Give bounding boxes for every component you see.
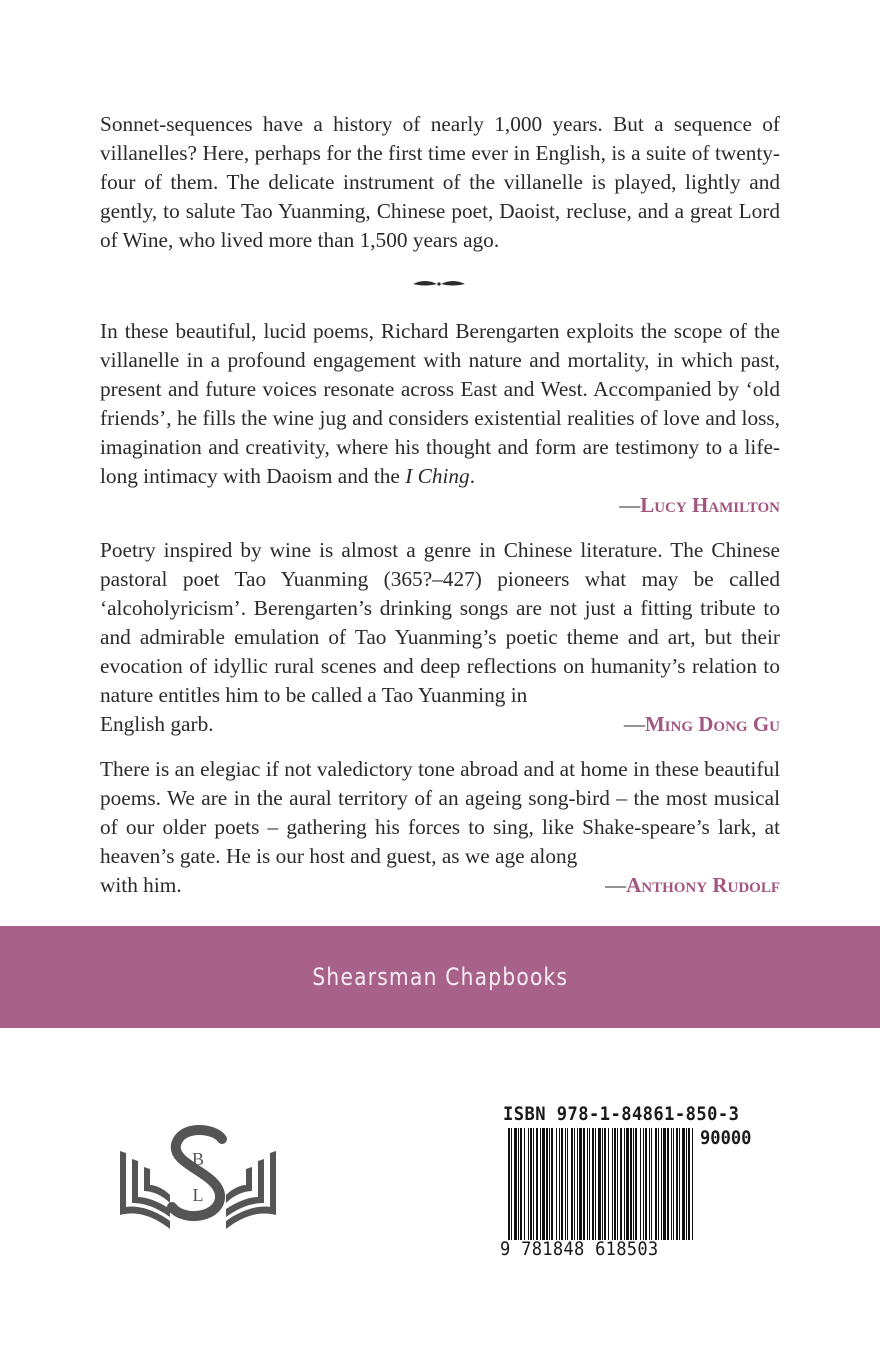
barcode-bar xyxy=(663,1128,666,1240)
barcode-bar xyxy=(520,1128,522,1240)
barcode-bar xyxy=(624,1128,625,1240)
barcode-bar xyxy=(528,1128,529,1240)
barcode-bar xyxy=(688,1128,690,1240)
blurb-text: There is an elegiac if not valedictory tone abroad and at home in these beautiful poems. We are in the aural territory of an ageing song-bird – the most musical of our older poets – gathering his forces to sing, like Shake-speare’s lark, at heaven’s gate. He is our host and guest, as we age along xyxy=(100,757,780,868)
barcode-bar xyxy=(682,1128,685,1240)
barcode-bar xyxy=(589,1128,590,1240)
barcode-bar xyxy=(587,1128,588,1240)
barcode-bar xyxy=(559,1128,560,1240)
attribution-hamilton: —Lucy Hamilton xyxy=(619,493,780,517)
barcode-bar xyxy=(651,1128,652,1240)
barcode-bar xyxy=(649,1128,650,1240)
barcode-bar xyxy=(518,1128,519,1240)
barcode-bar xyxy=(549,1128,550,1240)
barcode-bar xyxy=(592,1128,594,1240)
blurb-hamilton xyxy=(100,317,780,520)
barcode-bar xyxy=(533,1128,534,1240)
barcode-bar xyxy=(579,1128,582,1240)
publisher-band xyxy=(0,926,880,1028)
blurb-last-line: with him. xyxy=(100,873,182,897)
book-title-italic: I Ching xyxy=(405,464,470,488)
barcode-bar xyxy=(540,1128,541,1240)
barcode-bar xyxy=(692,1128,693,1240)
blurb-text: In these beautiful, lucid poems, Richard Berengarten exploits the scope of the villanelle in a profound engagement with nature and mortality, in which past, present and future voices resonate across East and West. Accompanied by ‘old friends’, he fills the wine jug and considers existential realities of love and loss, imagination and creativity, where his thought and form are testimony to a life-long intimacy with Daoism and the I Ching. xyxy=(100,319,780,488)
barcode-bar xyxy=(577,1128,578,1240)
logo-letter-l: L xyxy=(192,1185,204,1205)
barcode-bar xyxy=(524,1128,525,1240)
price-code: 90000 xyxy=(700,1127,752,1149)
logo-letter-b: B xyxy=(191,1149,205,1169)
barcode-bar xyxy=(551,1128,553,1240)
barcode-bar xyxy=(604,1128,606,1240)
barcode-bar xyxy=(561,1128,563,1240)
attribution-gu: —Ming Dong Gu xyxy=(623,712,780,736)
barcode-bar xyxy=(614,1128,616,1240)
barcode-bar xyxy=(617,1128,618,1240)
barcode-bar xyxy=(511,1128,512,1240)
isbn-label: ISBN 978-1-84861-850-3 xyxy=(503,1103,740,1125)
barcode-bar xyxy=(574,1128,575,1240)
barcode-bar xyxy=(673,1128,674,1240)
barcode-bar xyxy=(567,1128,568,1240)
barcode-bar xyxy=(556,1128,557,1240)
barcode-bar xyxy=(643,1128,644,1240)
barcode-bar xyxy=(602,1128,603,1240)
barcode-bar xyxy=(612,1128,613,1240)
barcode-bars-icon xyxy=(508,1128,693,1240)
intro-paragraph xyxy=(100,110,780,255)
barcode-bar xyxy=(655,1128,657,1240)
barcode-bar xyxy=(546,1128,548,1240)
barcode-bar xyxy=(583,1128,585,1240)
blurb-last-line: English garb. xyxy=(100,712,214,736)
barcode-bar xyxy=(630,1128,632,1240)
barcode-bar xyxy=(676,1128,678,1240)
barcode-bar xyxy=(595,1128,596,1240)
barcode-bar xyxy=(571,1128,573,1240)
blurb-text: Poetry inspired by wine is almost a genre in Chinese literature. The Chinese pastoral poet Tao Yuanming (365?–427) pioneers what may be called ‘alcoholyricism’. Berengarten’s drinking songs are not just a fitting tribute to and admirable emulation of Tao Yuanming’s poetic theme and art, but their evocation of idyllic rural scenes and deep reflections on humanity’s relation to nature entitles him to be called a Tao Yuanming in xyxy=(100,538,780,707)
barcode-bar xyxy=(565,1128,566,1240)
publisher-name: Shearsman Chapbooks xyxy=(312,963,568,991)
barcode-bar xyxy=(679,1128,680,1240)
barcode-digits: 9 781848 618503 xyxy=(500,1238,659,1260)
barcode-bar xyxy=(620,1128,622,1240)
barcode-bar xyxy=(530,1128,532,1240)
blurb-rudolf xyxy=(100,755,780,900)
barcode-bar xyxy=(667,1128,669,1240)
barcode-bar xyxy=(514,1128,517,1240)
isbn-barcode xyxy=(500,1103,758,1263)
barcode-bar xyxy=(640,1128,641,1240)
blurb-gu xyxy=(100,536,780,739)
ornament-divider-icon xyxy=(411,278,467,290)
intro-text: Sonnet-sequences have a history of nearly 1,000 years. But a sequence of villanelles? Here, perhaps for the first time ever in English, is a suite of twenty-four of them. The delicate instrument of the villanelle is played, lightly and gently, to salute Tao Yuanming, Chinese poet, Daoist, recluse, and a great Lord of Wine, who lived more than 1,500 years ago. xyxy=(100,112,780,252)
attribution-rudolf: —Anthony Rudolf xyxy=(605,873,780,897)
barcode-bar xyxy=(671,1128,672,1240)
barcode-bar xyxy=(598,1128,601,1240)
barcode-bar xyxy=(633,1128,634,1240)
barcode-bar xyxy=(661,1128,662,1240)
barcode-bar xyxy=(542,1128,545,1240)
barcode-bar xyxy=(635,1128,637,1240)
barcode-bar xyxy=(536,1128,538,1240)
barcode-bar xyxy=(645,1128,647,1240)
barcode-bar xyxy=(508,1128,510,1240)
shearsman-book-logo-icon xyxy=(118,1123,278,1238)
barcode-bar xyxy=(626,1128,629,1240)
barcode-bar xyxy=(658,1128,659,1240)
barcode-bar xyxy=(608,1128,609,1240)
barcode-bar xyxy=(686,1128,687,1240)
